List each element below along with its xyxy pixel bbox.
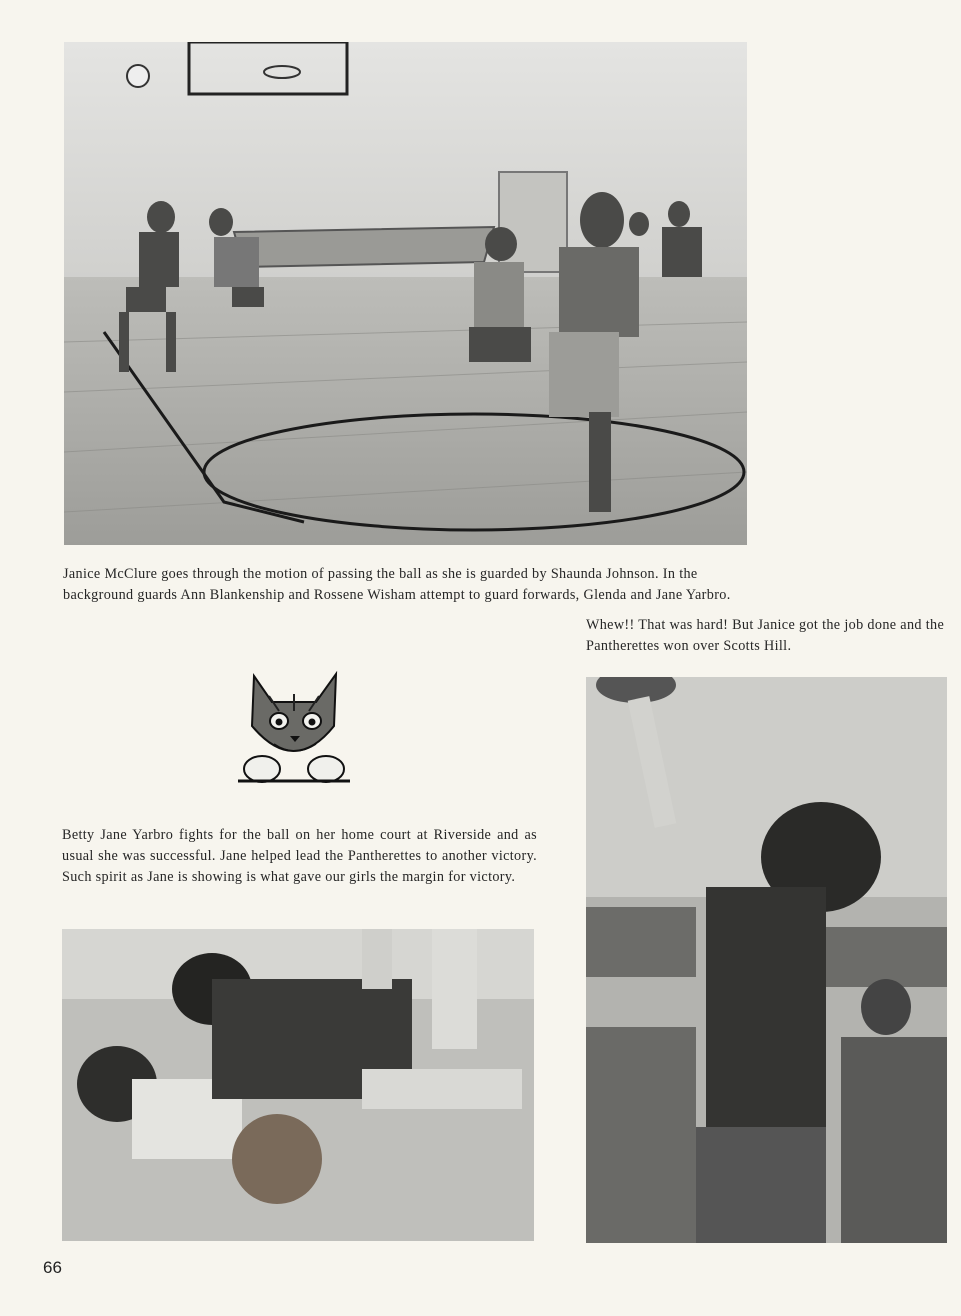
photo-layup-shot: [586, 677, 947, 1243]
caption-layup-photo: Whew!! That was hard! But Janice got the job done and the Pantherettes won over Scotts Hill.: [586, 617, 945, 654]
photo-gym-practice: [64, 42, 747, 545]
page-number: 66: [43, 1258, 62, 1277]
caption-floor-scramble: Betty Jane Yarbro fights for the ball on her home court at Riverside and as usual she was successful. Jane helped lead the Pantherettes to another victory. Such spirit as Jane is showing is what gave our girls the margin for victory.: [62, 827, 537, 885]
photo-floor-scramble: [62, 929, 534, 1241]
caption-gym-practice: Janice McClure goes through the motion of passing the ball as she is guarded by Shaunda Johnson. In the background guards Ann Blankenship and Rossene Wisham attempt to guard forwards, Glenda and Jane Yarbro.: [63, 566, 731, 603]
kitten-mascot-illustration: [234, 666, 354, 790]
